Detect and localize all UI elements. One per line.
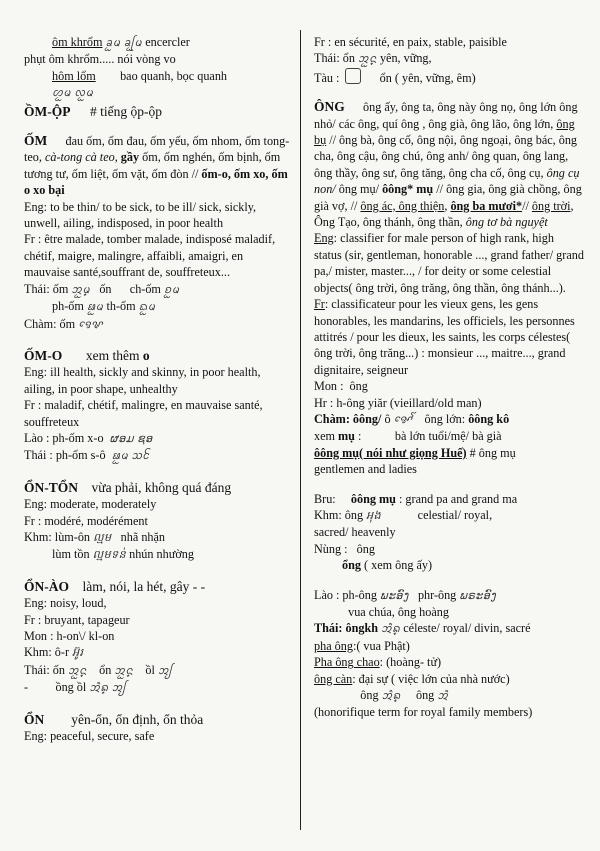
left-column-line (24, 564, 290, 577)
left-column-line: ỐM-O xem thêm o (24, 347, 150, 363)
left-column (24, 34, 290, 744)
right-column-line: (honorifique term for royal family members) (314, 705, 533, 720)
right-column-line: ôông mụ( nói như giọng Huế) # ông mụ (314, 445, 516, 460)
left-column-line: Chàm: ốm ꨅꨯꨟ (24, 316, 104, 331)
right-column-line: sacred/ heavenly (314, 525, 396, 540)
right-column-line: Bru: ôông mụ : grand pa and grand ma (314, 491, 518, 506)
right-column-line: xem mụ : bà lớn tuổi/mệ/ bà già (314, 429, 502, 444)
right-column-line: ổng ( xem ông ấy) (342, 558, 433, 573)
left-column-line: Fr : bruyant, tapageur (24, 612, 130, 627)
right-column-line (314, 478, 584, 491)
right-column-line: gentlemen and ladies (314, 462, 417, 477)
left-column-line: Fr : modéré, modérément (24, 513, 148, 528)
left-column-line: ỔN yên-ổn, ổn định, ổn thỏa (24, 711, 204, 727)
left-column-line: Thái: ốn ᩋᩬ᩠ᨶ ổn ᩋᩬ᩠ᨶ ồl ᩋᩭ (24, 662, 172, 677)
right-column-line: Khm: ông អុង celestial/ royal, (314, 507, 493, 522)
left-column-line (24, 465, 290, 478)
left-column-line: Khm: lùm-ôn ល្មម nhã nhặn (24, 529, 166, 544)
left-column-line: phụt ôm khrổm..... nói vòng vo (24, 52, 176, 67)
right-column-line: ÔNG ông ấy, ông ta, ông này ông nọ, ông lớn ông nhỏ/ các ông, quí ông , ông già, ông lão, ông lớn, ông bụ // ông bà, ông cố, ông nội, ông ngoại, ông bác, ông cha, ông cậu, ông chú, ông anh/ ông quan, ông lang, ông thầy, ông sư, ông tăng, ông cha cố, ông cụ, ông cụ non/ ông mụ/ ôông* mụ // ông gia, ông già chồng, ông già vợ, // ông ác, ông thiện, ông ba mươi*// ông trời, Ông Tạo, ông thánh, ông thần, ông tơ bà nguyệt (314, 99, 582, 230)
right-column-line: Nùng : ông (314, 541, 375, 556)
left-column-line (24, 333, 290, 346)
right-column-line: Fr: classificateur pour les vieux gens, les gens honorables, les mandarins, les officiels, les personnes attitrés / pour les dieux, les saints, les corps célestes( ông trời, ông trăng...) : monsieur ..., maitre..., grand dignitaire, seigneur (314, 297, 575, 377)
left-column-line: ỔN-ÀO làm, nói, la hét, gây - - (24, 578, 206, 594)
right-column-line: Eng: classifier for male person of high rank, high status (sir, gentleman, honorable ..., grand father/ grand pa,/ mister, master..., / for deity or some celestial objects( ông trời, ông trăng, ông thần, ông thánh...). (314, 231, 584, 295)
right-column-line: Hr : h-ông yiăr (vieillard/old man) (314, 395, 482, 410)
left-column-line: Thái: ốm ᩋᩬ᩠ᨾ ốn ch-ốm ᨧᩬᨾ (24, 281, 180, 296)
left-column-line: Khm: ô-r អ៊ូរ (24, 645, 84, 660)
right-column-line: Mon : ông (314, 379, 368, 394)
right-column-line: Lào : ph-ông ພະອົງ phr-ông ພຣະອົງ (314, 587, 497, 602)
left-column-line: ph-ốm ᨹᩬᨾ th-ốm ᨳᩬᨾ (52, 299, 156, 314)
left-column-line: hôm lổm bao quanh, bọc quanh (52, 68, 228, 83)
left-column-line: Fr : maladif, chétif, malingre, en mauvaise santé, souffreteux (24, 398, 263, 429)
right-column-line: pha ông:( vua Phật) (314, 638, 410, 653)
right-column-line: Tàu : ổn ( yên, vững, êm) (314, 68, 584, 86)
right-column-line: vua chúa, ông hoàng (342, 605, 449, 619)
left-column-line: ᩉᩬᨾ ᩃᩬᨾ (52, 87, 94, 100)
column-divider (300, 30, 301, 830)
left-column-line: ỔN-TỔN vừa phải, không quá đáng (24, 479, 232, 495)
left-column-line: ỐM đau ốm, ốm đau, ốm yếu, ốm nhom, ốm tong-teo, cà-tong cà teo, gầy ốm, ốm nghén, ốm bịnh, ốm tương tư, ốm liệt, ốm vặt, ốm đòn // ốm-o, ốm xo, ốm o xo bại (24, 133, 290, 198)
right-column-line: Fr : en sécurité, en paix, stable, paisible (314, 35, 507, 49)
left-column-line: - ồng ồl ᩋᩫ᩠ᨦ ᩋᩭ (24, 680, 126, 695)
right-column (314, 34, 584, 721)
left-column-line: ôm khrổm ᨡᩬᨾ ᨡᩕᩬᨾ encercler (52, 35, 190, 49)
right-column-line: ông càn: đại sự ( việc lớn của nhà nước) (314, 671, 510, 686)
right-column-line (314, 86, 584, 99)
left-column-line: Fr : être malade, tomber malade, indisposé maladif, chétif, maigre, malingre, affaibli, amaigri, en mauvaise santé,souffrant de, souffreteux... (24, 232, 276, 280)
right-column-line: ông ᩋᩫ᩠ᨦ ông ᩋᩫ (342, 688, 449, 703)
right-column-line: Pha ông chao: (hoàng- tử) (314, 655, 442, 670)
right-column-line: Thái: ôngkh ᩋᩫ᩠ᨦ céleste/ royal/ divin, sacré (314, 621, 531, 636)
left-column-line: Eng: ill health, sickly and skinny, in poor health, ailing, in poor shape, unhealthy (24, 365, 261, 396)
right-column-line: Thái: ổn ᩋᩬ᩠ᨶ yên, vững, (314, 51, 432, 66)
left-column-line: Mon : h-on\/ kl-on (24, 629, 115, 643)
left-column-line: lùm tồn ល្មមទន់ nhún nhường (52, 547, 194, 562)
left-column-line (24, 120, 290, 133)
left-column-line: Eng: peaceful, secure, safe (24, 729, 155, 744)
left-column-line: Thái : ph-ốm s-ô ᨹᩬᨾ ᩈᩰ (24, 448, 150, 463)
left-column-line: Lào : ph-ốm x-o ຜອມ ຊອ (24, 430, 153, 445)
left-column-line: Eng: moderate, moderately (24, 497, 157, 512)
left-column-line: Eng: noisy, loud, (24, 596, 107, 611)
left-column-line: Eng: to be thin/ to be sick, to be ill/ sick, sickly, unwell, ailing, indisposed, in poor health (24, 199, 257, 231)
right-column-line: Chàm: ôông/ ô ꨀꨯꨱ ông lớn: ôông kô (314, 411, 510, 426)
left-column-line (24, 697, 290, 710)
left-column-line: ỒM-ỘP # tiếng ộp-ộp (24, 103, 162, 119)
right-column-line (314, 574, 584, 587)
